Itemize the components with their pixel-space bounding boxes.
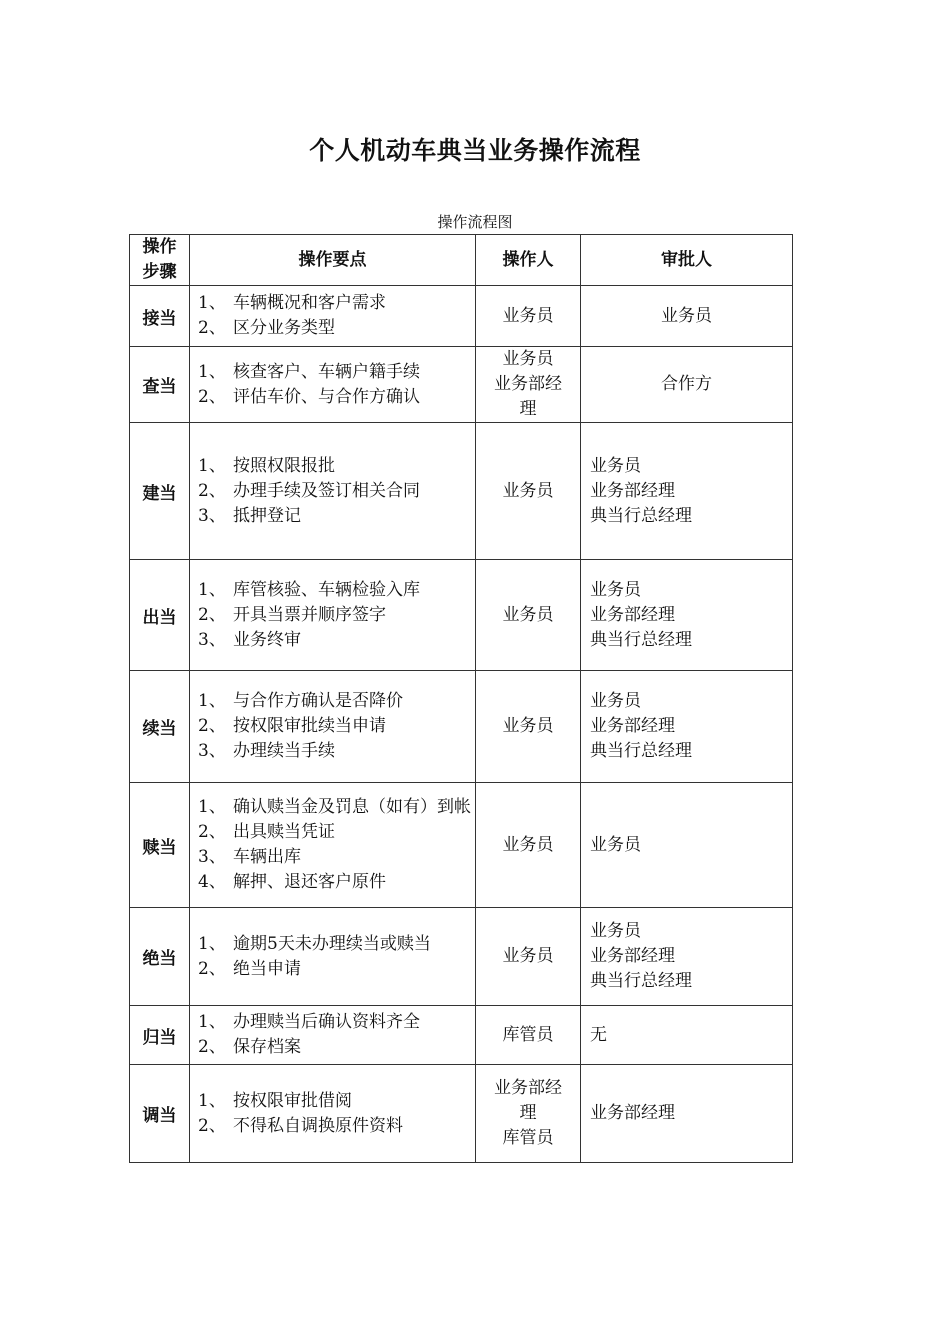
approver-line: 业务员 (661, 305, 712, 326)
points-cell (190, 1006, 476, 1065)
step-cell: 查当 (130, 347, 190, 423)
approver-line: 业务部经理 (590, 604, 675, 625)
item-text: 保存档案 (233, 1037, 301, 1057)
item-text: 按权限审批续当申请 (233, 716, 386, 736)
item-text: 核查客户、车辆户籍手续 (233, 361, 420, 382)
item-number: 1、 (198, 293, 226, 313)
item-text: 办理手续及签订相关合同 (233, 480, 420, 501)
points-list (198, 454, 471, 529)
list-item (198, 628, 471, 653)
operator-cell (476, 286, 581, 347)
points-cell (190, 423, 476, 560)
operator-line: 理 (519, 1103, 537, 1123)
list-item (198, 820, 471, 845)
points-cell (190, 347, 476, 423)
item-text: 区分业务类型 (233, 318, 335, 338)
step-cell: 绝当 (130, 908, 190, 1006)
item-text: 出具赎当凭证 (233, 822, 335, 842)
item-number: 3、 (198, 847, 226, 867)
approver-line: 业务部经理 (590, 1103, 675, 1123)
list-item (198, 454, 471, 479)
item-number: 2、 (198, 958, 226, 979)
list-item (198, 1010, 471, 1035)
approver-line: 业务员 (590, 834, 641, 855)
item-number: 1、 (198, 1012, 226, 1032)
table-row (130, 286, 793, 347)
step-cell: 接当 (130, 286, 190, 347)
approver-line: 业务员 (590, 691, 641, 711)
operator-line: 库管员 (502, 1128, 554, 1148)
points-cell (190, 1065, 476, 1163)
header-operator: 操作人 (476, 235, 581, 286)
item-text: 车辆出库 (233, 847, 301, 867)
item-number: 1、 (198, 933, 226, 954)
approver-cell (581, 347, 793, 423)
approver-cell (581, 1065, 793, 1163)
item-number: 3、 (198, 741, 226, 761)
item-text: 解押、退还客户原件 (233, 872, 386, 892)
list-item (198, 1114, 471, 1139)
item-number: 1、 (198, 361, 226, 382)
item-number: 1、 (198, 1090, 226, 1111)
operator-cell (476, 560, 581, 671)
list-item (198, 603, 471, 628)
points-list (198, 1089, 471, 1139)
item-text: 按照权限报批 (233, 455, 335, 476)
operator-cell (476, 671, 581, 783)
item-number: 2、 (198, 318, 226, 338)
table-row (130, 1006, 793, 1065)
points-cell (190, 671, 476, 783)
points-cell (190, 560, 476, 671)
operator-line: 理 (519, 399, 537, 419)
operator-line: 业务部经 (494, 374, 562, 394)
header-step-line1: 操作 (142, 237, 177, 257)
table-row (130, 1065, 793, 1163)
approver-cell (581, 908, 793, 1006)
approver-line: 典当行总经理 (590, 741, 692, 761)
step-cell: 建当 (130, 423, 190, 560)
item-number: 2、 (198, 716, 226, 736)
approver-line: 业务员 (590, 921, 641, 941)
approver-cell (581, 783, 793, 908)
operator-cell (476, 423, 581, 560)
table-row (130, 423, 793, 560)
list-item (198, 1089, 471, 1114)
points-list (198, 291, 471, 341)
list-item (198, 870, 471, 895)
points-list (198, 360, 471, 410)
list-item (198, 385, 471, 410)
item-text: 办理续当手续 (233, 741, 335, 761)
header-points: 操作要点 (190, 235, 476, 286)
item-number: 1、 (198, 691, 226, 711)
step-cell: 归当 (130, 1006, 190, 1065)
list-item (198, 578, 471, 603)
item-text: 不得私自调换原件资料 (233, 1115, 403, 1136)
list-item (198, 932, 471, 957)
operator-line: 业务部经 (494, 1078, 562, 1098)
header-approver: 审批人 (581, 235, 793, 286)
table-row (130, 347, 793, 423)
operator-line: 业务员 (502, 946, 554, 966)
item-number: 2、 (198, 1037, 226, 1057)
approver-cell (581, 671, 793, 783)
item-number: 1、 (198, 797, 226, 817)
approver-line: 典当行总经理 (590, 505, 692, 526)
points-list (198, 1010, 471, 1060)
table-row (130, 908, 793, 1006)
item-number: 2、 (198, 386, 226, 407)
step-cell: 续当 (130, 671, 190, 783)
list-item (198, 739, 471, 764)
list-item (198, 360, 471, 385)
item-number: 2、 (198, 1115, 226, 1136)
item-number: 1、 (198, 579, 226, 600)
points-cell (190, 783, 476, 908)
list-item (198, 689, 471, 714)
item-number: 4、 (198, 872, 226, 892)
table-caption: 操作流程图 (437, 213, 513, 231)
approver-line: 典当行总经理 (590, 629, 692, 650)
process-table (129, 234, 793, 1163)
operator-line: 库管员 (502, 1024, 554, 1045)
list-item (198, 316, 471, 341)
approver-line: 业务员 (590, 455, 641, 476)
item-number: 3、 (198, 629, 226, 650)
item-text: 按权限审批借阅 (233, 1090, 352, 1111)
approver-cell (581, 1006, 793, 1065)
table-row (130, 560, 793, 671)
list-item (198, 957, 471, 982)
table-row (130, 783, 793, 908)
item-text: 开具当票并顺序签字 (233, 604, 386, 625)
item-number: 1、 (198, 455, 226, 476)
item-text: 绝当申请 (233, 958, 301, 979)
approver-line: 无 (590, 1024, 607, 1045)
approver-line: 业务部经理 (590, 480, 675, 501)
approver-line: 合作方 (661, 374, 712, 394)
approver-line: 业务部经理 (590, 946, 675, 966)
list-item (198, 845, 471, 870)
operator-line: 业务员 (502, 480, 554, 501)
list-item (198, 714, 471, 739)
header-step-line2: 步骤 (142, 262, 177, 282)
operator-line: 业务员 (502, 716, 554, 736)
operator-cell (476, 1065, 581, 1163)
list-item (198, 504, 471, 529)
operator-line: 业务员 (502, 604, 554, 625)
points-list (198, 795, 471, 895)
item-text: 库管核验、车辆检验入库 (233, 579, 420, 600)
item-number: 2、 (198, 822, 226, 842)
operator-cell (476, 347, 581, 423)
item-text: 逾期5天未办理续当或赎当 (233, 933, 431, 954)
operator-cell (476, 783, 581, 908)
approver-cell (581, 560, 793, 671)
list-item (198, 291, 471, 316)
item-text: 与合作方确认是否降价 (233, 691, 403, 711)
item-number: 3、 (198, 505, 226, 526)
header-step (130, 235, 190, 286)
item-text: 抵押登记 (233, 505, 301, 526)
item-text: 评估车价、与合作方确认 (233, 386, 420, 407)
points-list (198, 578, 471, 653)
approver-line: 业务部经理 (590, 716, 675, 736)
list-item (198, 1035, 471, 1060)
approver-cell (581, 286, 793, 347)
points-cell (190, 286, 476, 347)
item-text: 业务终审 (233, 629, 301, 650)
operator-cell (476, 908, 581, 1006)
header-row (130, 235, 793, 286)
item-text: 办理赎当后确认资料齐全 (233, 1012, 420, 1032)
operator-line: 业务员 (502, 305, 554, 326)
approver-line: 业务员 (590, 579, 641, 600)
item-text: 车辆概况和客户需求 (233, 293, 386, 313)
item-text: 确认赎当金及罚息（如有）到帐 (233, 797, 471, 817)
list-item (198, 795, 471, 820)
step-cell: 调当 (130, 1065, 190, 1163)
document-title: 个人机动车典当业务操作流程 (309, 136, 641, 165)
points-list (198, 689, 471, 764)
approver-line: 典当行总经理 (590, 971, 692, 991)
table-row (130, 671, 793, 783)
operator-line: 业务员 (502, 349, 554, 369)
operator-line: 业务员 (502, 834, 554, 855)
item-number: 2、 (198, 604, 226, 625)
item-number: 2、 (198, 480, 226, 501)
step-cell: 赎当 (130, 783, 190, 908)
approver-cell (581, 423, 793, 560)
operator-cell (476, 1006, 581, 1065)
step-cell: 出当 (130, 560, 190, 671)
points-list (198, 932, 471, 982)
points-cell (190, 908, 476, 1006)
list-item (198, 479, 471, 504)
